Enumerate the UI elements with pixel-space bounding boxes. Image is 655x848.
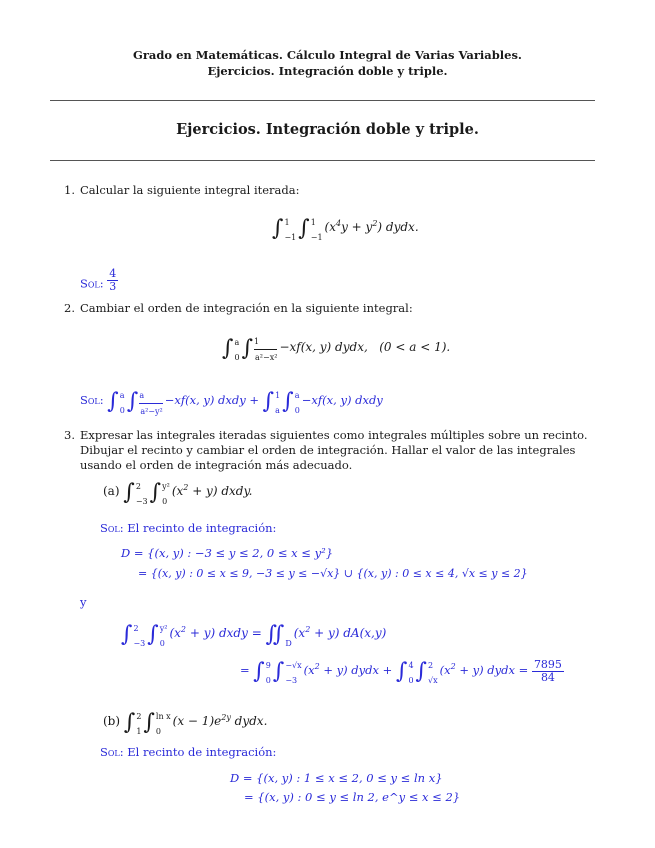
exercise-2-formula: ∫ a 0 ∫ 1 a²−x² −xf(x, y) dydx, (0 < a < 1). — [222, 332, 450, 363]
part-a-result-line-2: = ∫ 9 0 ∫ −√x −3 $(x^2 + y)$ dydx + ∫ 4 0 ∫ 2 √x $(x^2 + y)$ dydx = $\frac{7895}{84}$ — [240, 657, 562, 685]
part-a-connector: y — [80, 595, 87, 609]
top-rule — [50, 100, 595, 101]
exercise-3-statement: Expresar las integrales iteradas siguientes como integrales múltiples sobre un recinto. Dibujar el recinto y cambiar el orden de integración. Hallar el valor de las integrales usando el orden de integración más adecuado. — [80, 428, 588, 472]
solution-text: El recinto de integración: — [127, 521, 277, 535]
exercise-2-condition: (0 < a < 1). — [379, 340, 451, 354]
part-b-region-line-1: D = {(x, y) : 1 ≤ x ≤ 2, 0 ≤ y ≤ ln x} — [230, 771, 443, 785]
part-b-formula: (b) ∫ 2 1 ∫ ln x 0 $(x - 1)e^{2y}$ dydx. — [103, 710, 268, 736]
part-a-formula: (a) ∫ 2 −3 ∫ y² 0 $(x^2 + y)$ dxdy. — [103, 480, 253, 506]
part-b-label: (b) — [103, 714, 121, 728]
part-a-label: (a) — [103, 484, 120, 498]
exercise-3-number: 3. — [64, 428, 75, 442]
exercise-1-statement: Calcular la siguiente integral iterada: — [80, 183, 300, 197]
result-denominator: 84 — [540, 670, 555, 684]
part-b-region-line-2: = {(x, y) : 0 ≤ y ≤ ln 2, e^y ≤ x ≤ 2} — [244, 790, 461, 804]
header-line-2: Ejercicios. Integración doble y triple. — [207, 64, 448, 78]
solution-numerator: 4 — [109, 267, 117, 280]
exercise-1-formula: ∫ 1 −1 ∫ 1 −1 $(x^4y + y^2)$ dydx. — [272, 216, 419, 242]
solution-label: Sol: — [80, 393, 104, 407]
solution-text: El recinto de integración: — [127, 745, 277, 759]
page-header — [0, 47, 655, 79]
solution-label: Sol: — [80, 276, 104, 291]
part-a-result-line-1: ∫ 2 −3 ∫ y² 0 $(x^2 + y)$ dxdy = ∬ D $(x^2 + y)$ dA(x,y) — [121, 622, 387, 648]
bottom-rule — [50, 160, 595, 161]
part-a-solution-intro — [100, 521, 276, 536]
document-title: Ejercicios. Integración doble y triple. — [176, 121, 479, 138]
exercise-1-number: 1. — [64, 183, 75, 197]
exercise-2-solution: Sol: ∫ a 0 ∫ a a²−y² −xf(x, y) dxdy + ∫ 1 a ∫ a 0 −xf(x, y) dxdy — [80, 385, 383, 417]
part-b-solution-intro — [100, 745, 276, 760]
header-line-1: Grado en Matemáticas. Cálculo Integral de Varias Variables. — [133, 48, 522, 62]
solution-label: Sol: — [100, 521, 124, 535]
result-numerator: 7895 — [533, 657, 562, 671]
solution-denominator: 3 — [109, 280, 117, 293]
exercise-2-statement: Cambiar el orden de integración en la siguiente integral: — [80, 301, 413, 315]
exercise-2-number: 2. — [64, 301, 75, 315]
solution-label: Sol: — [100, 745, 124, 759]
exercise-1-solution — [80, 267, 118, 297]
part-a-region-line-1: D = {(x, y) : −3 ≤ y ≤ 2, 0 ≤ x ≤ y²} — [121, 546, 334, 560]
part-a-region-line-2: = {(x, y) : 0 ≤ x ≤ 9, −3 ≤ y ≤ −√x} ∪ {(x, y) : 0 ≤ x ≤ 4, √x ≤ y ≤ 2} — [138, 567, 528, 580]
